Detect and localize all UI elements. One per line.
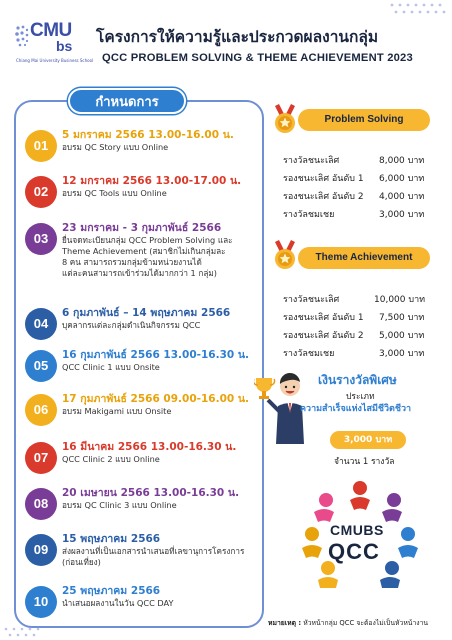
step-description: นำเสนอผลงานในวัน QCC DAY xyxy=(62,598,174,608)
logo-text: CMU xyxy=(30,20,72,41)
special-prize-name: ความสำเร็จแห่งไสมีชีวิตชีวา xyxy=(300,404,412,414)
prize-rank-label: รองชนะเลิศ อันดับ 2 xyxy=(283,331,364,341)
page-title: โครงการให้ความรู้และประกวดผลงานกลุ่ม xyxy=(96,28,379,46)
remark-note xyxy=(268,617,428,628)
step-date: 16 มีนาคม 2566 13.00-16.30 น. xyxy=(62,441,237,453)
prize-rank-label: รองชนะเลิศ อันดับ 2 xyxy=(283,192,364,202)
decorative-dots xyxy=(382,0,452,20)
logo-subtext: bs xyxy=(56,38,73,54)
step-date: 12 มกราคม 2566 13.00-17.00 น. xyxy=(62,175,242,187)
step-description: 8 คน สามารถรวมกลุ่มข้ามหน่วยงานได้ xyxy=(62,257,202,267)
step-number-badge: 09 xyxy=(25,534,57,566)
step-number-badge: 08 xyxy=(25,488,57,520)
step-date: 6 กุมภาพันธ์ – 14 พฤษภาคม 2566 xyxy=(62,307,231,319)
step-date: 23 มกราคม - 3 กุมภาพันธ์ 2566 xyxy=(62,222,222,234)
prize-amount: 3,000 บาท xyxy=(379,349,425,359)
step-number-badge: 10 xyxy=(25,586,57,618)
prize-rank-label: รางวัลชนะเลิศ xyxy=(283,156,340,166)
step-date: 16 กุมภาพันธ์ 2566 13.00-16.30 น. xyxy=(62,349,250,361)
prize-amount: 5,000 บาท xyxy=(379,331,425,341)
prize-amount: 10,000 บาท xyxy=(374,295,426,305)
cmubs-logo xyxy=(14,18,94,68)
step-description: ส่งผลงานที่เป็นเอกสารนำเสนอที่เลขานุการโครงการ xyxy=(62,546,245,556)
prize-amount: 4,000 บาท xyxy=(379,192,425,202)
prize-title-problem-solving: Problem Solving xyxy=(298,109,430,131)
step-description: อบรม Makigami แบบ Onsite xyxy=(62,406,172,416)
step-description: แต่ละคนสามารถเข้าร่วมได้มากกว่า 1 กลุ่ม) xyxy=(62,268,217,278)
step-description: QCC Clinic 1 แบบ Onsite xyxy=(62,362,160,372)
prize-rank-label: รองชนะเลิศ อันดับ 1 xyxy=(283,313,364,323)
award-medal-icon xyxy=(272,104,298,134)
schedule-heading: กำหนดการ xyxy=(68,88,186,114)
special-prize-type-label: ประเภท xyxy=(346,392,375,402)
step-number-badge: 03 xyxy=(25,223,57,255)
step-date: 25 พฤษภาคม 2566 xyxy=(62,585,161,597)
step-description: (ก่อนเที่ยง) xyxy=(62,557,101,567)
decorative-dots xyxy=(0,624,60,640)
prize-amount: 8,000 บาท xyxy=(379,156,425,166)
remark-text: หัวหน้ากลุ่ม QCC จะต้องไม่เป็นหัวหน้างาน xyxy=(301,619,429,627)
special-prize-amount: 3,000 บาท xyxy=(330,431,406,449)
step-description: ยื่นจดทะเบียนกลุ่ม QCC Problem Solving และ xyxy=(62,235,233,245)
step-description: Theme Achievement (สมาชิกไม่เกินกลุ่มละ xyxy=(62,246,226,256)
step-date: 5 มกราคม 2566 13.00-16.00 น. xyxy=(62,129,234,141)
prize-rank-label: รางวัลชมเชย xyxy=(283,210,335,220)
special-prize-count: จำนวน 1 รางวัล xyxy=(334,457,395,467)
prize-amount: 3,000 บาท xyxy=(379,210,425,220)
step-number-badge: 07 xyxy=(25,442,57,474)
step-number-badge: 06 xyxy=(25,394,57,426)
step-date: 15 พฤษภาคม 2566 xyxy=(62,533,161,545)
step-description: อบรม QC Clinic 3 แบบ Online xyxy=(62,500,177,510)
step-description: QCC Clinic 2 แบบ Online xyxy=(62,454,160,464)
step-date: 20 เมษายน 2566 13.00-16.30 น. xyxy=(62,487,240,499)
prize-amount: 6,000 บาท xyxy=(379,174,425,184)
step-date: 17 กุมภาพันธ์ 2566 09.00-16.00 น. xyxy=(62,393,250,405)
step-description: อบรม QC Tools แบบ Online xyxy=(62,188,167,198)
qcc-logo-line2: QCC xyxy=(328,539,380,564)
page-subtitle: QCC PROBLEM SOLVING & THEME ACHIEVEMENT 2023 xyxy=(102,52,413,64)
step-number-badge: 05 xyxy=(25,350,57,382)
award-medal-icon xyxy=(272,240,298,270)
step-number-badge: 04 xyxy=(25,308,57,340)
qcc-logo-line1: CMUBS xyxy=(330,522,384,538)
logo-dots-icon xyxy=(14,24,30,48)
step-description: อบรม QC Story แบบ Online xyxy=(62,142,169,152)
special-prize-title: เงินรางวัลพิเศษ xyxy=(318,373,397,387)
prize-rank-label: รางวัลชนะเลิศ xyxy=(283,295,340,305)
step-number-badge: 02 xyxy=(25,176,57,208)
prize-rank-label: รางวัลชมเชย xyxy=(283,349,335,359)
step-number-badge: 01 xyxy=(25,130,57,162)
prize-amount: 7,500 บาท xyxy=(379,313,425,323)
step-description: บุคลากรแต่ละกลุ่มดำเนินกิจกรรม QCC xyxy=(62,320,201,330)
remark-label: หมายเหตุ : xyxy=(268,619,302,627)
prize-rank-label: รองชนะเลิศ อันดับ 1 xyxy=(283,174,364,184)
prize-title-theme-achievement: Theme Achievement xyxy=(298,247,430,269)
logo-school-name: Chiang Mai University Business School xyxy=(16,58,94,63)
